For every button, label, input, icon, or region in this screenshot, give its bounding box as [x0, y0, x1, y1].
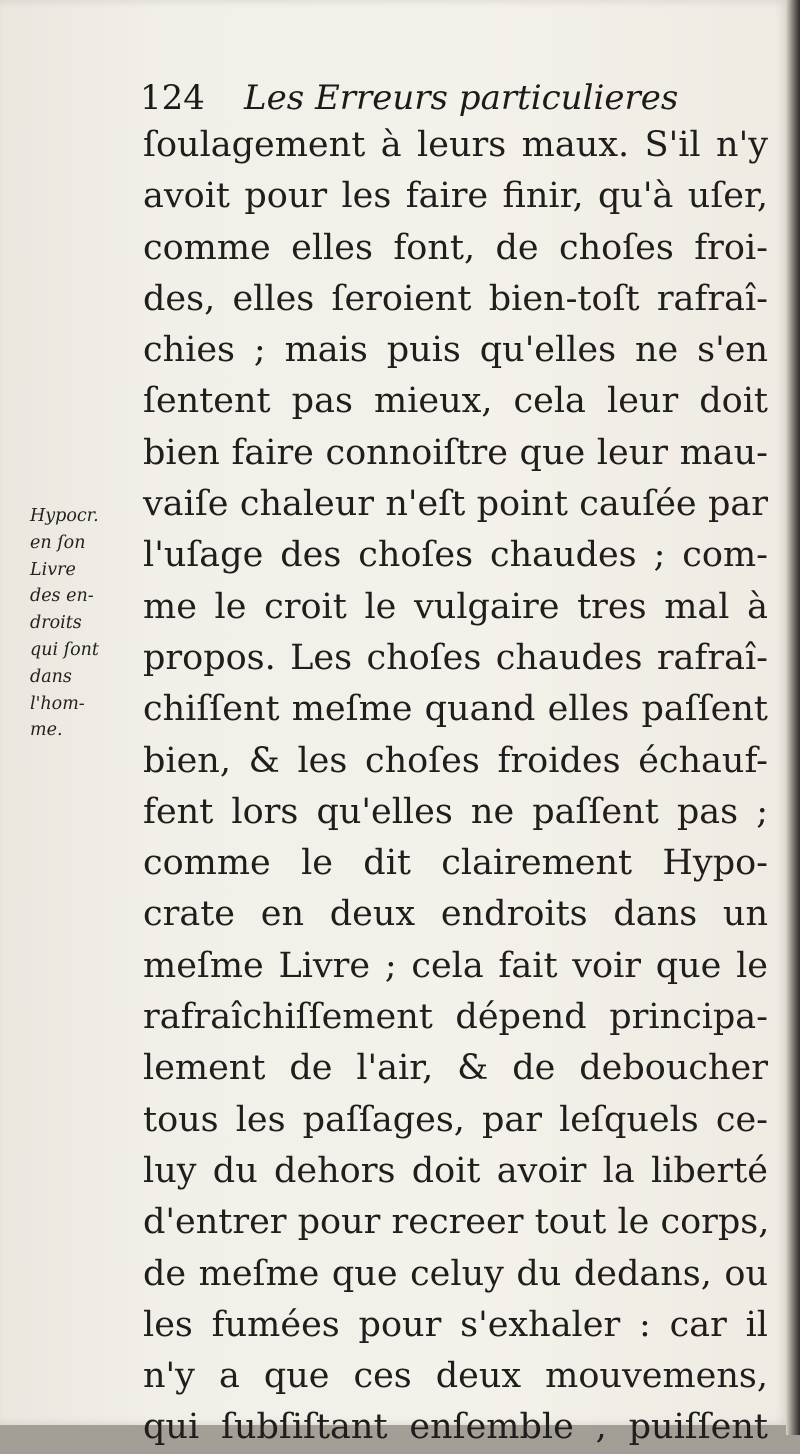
text-line: chies ; mais puis qu'elles ne s'en — [143, 330, 768, 371]
text-line: les fumées pour s'exhaler : car il — [143, 1304, 768, 1345]
margin-note-line: droits — [30, 613, 82, 634]
body-text — [143, 120, 768, 1454]
text-line: ſoulagement à leurs maux. S'il n'y — [143, 125, 768, 165]
text-line: chiſſent meſme quand elles paſſent — [143, 689, 768, 730]
text-line: avoit pour les faire finir, qu'à uſer, — [143, 176, 768, 217]
text-line: crate en deux endroits dans un — [143, 894, 768, 935]
text-line: qui ſubſiſtant enſemble , puiſſent — [143, 1407, 768, 1448]
margin-note-line: Hypocr. — [30, 506, 99, 526]
text-line: comme le dit clairement Hypo- — [143, 843, 768, 884]
margin-note — [30, 503, 138, 744]
text-line: n'y a que ces deux mouvemens, — [143, 1356, 768, 1397]
text-line: comme elles font, de choſes froi- — [143, 227, 768, 268]
text-line: des, elles ſeroient bien-toſt rafraî- — [143, 278, 768, 319]
margin-note-line: des en- — [30, 586, 94, 607]
text-line: ſentent pas mieux, cela leur doit — [143, 381, 768, 422]
text-line: luy du dehors doit avoir la liberté — [143, 1150, 768, 1191]
margin-note-line: l'hom- — [30, 693, 85, 714]
text-line: d'entrer pour recreer tout le corps, — [143, 1202, 770, 1243]
text-line: l'uſage des choſes chaudes ; com- — [143, 535, 768, 576]
text-line: lement de l'air, & de deboucher — [143, 1048, 768, 1089]
margin-note-line: Livre — [30, 559, 76, 580]
text-line: de meſme que celuy du dedans, ou — [143, 1253, 768, 1294]
text-line: tous les paſſages, par leſquels ce- — [143, 1099, 768, 1140]
page-header — [140, 78, 780, 122]
text-line: vaiſe chaleur n'eſt point cauſée par — [143, 484, 768, 525]
text-line: propos. Les choſes chaudes rafraî- — [143, 637, 768, 678]
page-number: 124 — [140, 78, 205, 118]
page-edge-shadow — [786, 0, 800, 1435]
margin-note-line: en ſon — [30, 532, 86, 553]
text-line: fent lors qu'elles ne paſſent pas ; — [143, 791, 768, 832]
text-line: rafraîchiſſement dépend principa- — [143, 997, 768, 1038]
margin-note-line: dans — [30, 666, 72, 687]
text-line: meſme Livre ; cela fait voir que le — [143, 945, 768, 986]
text-line: bien faire connoiſtre que leur mau- — [143, 432, 768, 473]
margin-note-line: qui ſont — [30, 639, 99, 660]
text-line: bien, & les choſes froides échauf- — [143, 740, 768, 781]
text-line: me le croit le vulgaire tres mal à — [143, 586, 768, 627]
margin-note-line: me. — [30, 720, 63, 741]
running-title: Les Erreurs particulieres — [244, 78, 679, 118]
